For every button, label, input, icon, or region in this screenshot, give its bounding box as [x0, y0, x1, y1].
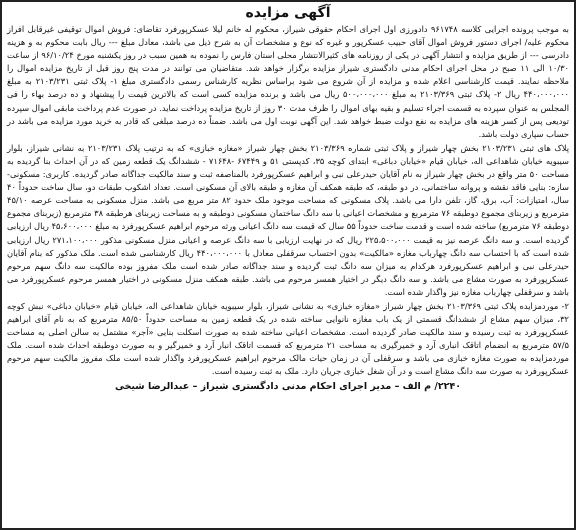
notice-paragraph-3: ۲- موردمزایده پلاک ثبتی ۲۱۰۳/۳۶۹ بخش چهار شیراز «مغازه خبازی» به نشانی شیراز، بلوار سیبویه خیابان شاهداعی اله، خیابان قیام «خیابان دباغی» نبش کوچه ۳۲، میزان سهم مشاع از ششدانگ قسمتی از یک باب مغازه نانوایی ساخته شده در یک قطعه زمین به مساحت حدوداً ۸۵/۵۰ مترمربع که به نام آقای ابراهیم عسکرپورفرد به ثبت رسیده و سند مالکیت صادر گردیده است. مشخصات اعیانی ساخته شده به صورت اسکلت بنایی «آجر» مشتمل به سالن اصلی به مساحت ۵۷/۵ مترمربع به انضمام اتاقک انباری آرد و خمیرگیری به مساحت ۲۱ مترمربع که قسمت اتاقک انبار آرد و خمیرگیر و به صورت دوطبقه احداث شده است. ملک موردمزایده به صورت مغازه خبازی می باشد و سرقفلی آن در زمان حیات مالک مرحوم ابراهیم عسکرپورفرد واگذار شده است ملک مفروز مالکیت سهم مرحوم عسکرپورفرد به صورت سه دانگ مشاع است و در آن شغل خبازی جریان دارد. ملک به ثبت رسیده است.	[7, 300, 570, 377]
notice-footer-signature: ۲۲۴۰/ م الف – مدیر اجرای احکام مدنی دادگستری شیراز – عبدالرضا شیخی	[114, 380, 462, 392]
notice-title: آگهی مزایده	[245, 5, 331, 21]
notice-paragraph-1: به موجب پرونده اجرایی کلاسه ۹۶۱۷۴۸ دادورزی اول اجرای احکام حقوقی شیراز، محکوم له خانم لیلا عسکرپورفرد تقاضای: فروش اموال توقیفی غیرقابل افراز محکوم علیه/ اجرای دستور فروش اموال آقای حبیب عسکرپور و غیره که نوع و مشخصات آن به شرح ذیل می باشد، معادل مبلغ --- ریال بابت محکوم به و هزینه دادرسی --- از طریق مزایده و انتشار آگهی در یکی از روزنامه های کثیرالانتشار محلی استان فارس را نموده به همین سبب در روز یکشنبه مورخ ۹۶/۱۰/۲۴ از ساعت ۱۰/۳۰ الی ۱۱ صبح در محل اجرای احکام مدنی دادگستری شیراز مزایده برگزار خواهد شد. متقاضیان می توانند در مدت پنج روز قبل از تاریخ مزایده اموال را ملاحظه نمایند. قیمت کارشناسی اعلام شده و مزایده از آن شروع می شود براساس نظریه کارشناس رسمی دادگستری مبلغ ۱- پلاک ثبتی ۲۱۰۳/۲۳۱ به مبلغ ۴۴۰،۰۰۰،۰۰۰ ریال ۲- پلاک ثبتی ۲۱۰۳/۳۶۹ به مبلغ ۵۰۰،۰۰۰،۰۰۰ ریال می باشد و برنده مزایده کسی است که بالاترین قیمت را پیشنهاد و ده درصد بهاء را فی المجلس به عنوان سپرده به قسمت اجراء تسلیم و بقیه بهای اموال را ظرف مدت ۳۰ روز از تاریخ مزایده پرداخت نماید. در صورت عدم پرداخت مابقی اموال سپرده تودیعی پس از کسر هزینه های مزایده به نفع دولت ضبط خواهد شد. این آگهی نوبت اول می باشد. ضمناً ده درصد مبلغی که قادر به خرید مورد مزایده می باشد در حساب سپاری دولت باشد.	[7, 24, 570, 139]
notice-paragraph-2: پلاک های ثبتی ۲۱۰۳/۲۳۱ بخش چهار شیراز و پلاک ثبتی شماره ۲۱۰۳/۳۶۹ بخش چهار شیراز «مغازه خبازی» که به ترتیب پلاک ۲۱۰۳/۲۳۱ به نشانی شیراز، بلوار سیبویه خیابان شاهداعی اله، خیابان قیام «خیابان دباغی» ابتدای کوچه ۳۵، کدپستی ۵۱ و ۶۷۴۴۹ -۷۱۶۴۸ - ششدانگ یک قطعه زمین که در آن احداث بنا گردیده به مساحت ۵۰ متر واقع در بخش چهار شیراز به نام آقایان حیدرعلی نبی و ابراهیم عسکرپورفرد بالمناصفه ثبت و سند مالکیت جداگانه صادر گردیده. کاربری: مسکونی- سازه: بنایی فاقد نقشه و پروانه ساختمانی، در دو طبقه، که طبقه همکف آن مغازه و طبقه بالای آن مسکونی است. تعداد اشکوب طبقات دو، سال ساخت حدوداً ۴۰ سال، امتیازات: آب، برق، گاز، تلفن دارا می باشد. پلاک مسکونی که مساحت موجود ملک حدود ۸۲ متر مربع می باشد. منزل مسکونی به مساحت عرصه ۴۵/۱۰ مترمربع و زیربنای مجموع دوطبقه ۷۶ مترمربع و مشخصات اعیانی با سه دانگ ساختمان مسکونی دوطبقه و به مساحت زیربنای هرطبقه ۳۸ مترمربع (زیربنای مجموع دوطبقه ۷۶ مترمربع) ساخته شده است و قدمت ساخت حدوداً ۵۵ سال که قیمت سه دانگ اعیانی ورثه مرحوم ابراهیم عسکرپورفرد به مبلغ ۴۵،۶۰۰،۰۰۰ ریال ارزیابی گردیده است. و سه دانگ عرصه نیز به قیمت ۲۲۵،۵۰۰،۰۰۰ ریال که در نهایت ارزیابی با سه دانگ عرصه و اعیانی منزل مسکونی مذکور ۲۷۱،۱۰۰،۰۰۰ ریال ارزیابی شده است که با احتساب سه دانگ چهارباب مغازه «مالکیت» بدون احتساب سرقفلی معادل با ۴۴۰،۰۰۰،۰۰۰ ریال کارشناسی شده است. ملک مذکور که بنام آقایان حیدرعلی نبی و ابراهیم عسکرپورفرد هرکدام به میزان سه دانگ ثبت گردیده و سند جداگانه صادر شده است ملک مفروز بوده مالکیت سه دانگ سهم مرحوم عسکرپورفرد به صورت مشاع می باشد. و سه دانگ دیگر در اختیار همسر مرحوم می باشد. طبقه همکف منزل مسکونی در اختیار همسر مرحوم عسکرپورفرد می باشد و سرقفلی چهارباب مغازه نیز واگذار شده است.	[7, 142, 570, 297]
